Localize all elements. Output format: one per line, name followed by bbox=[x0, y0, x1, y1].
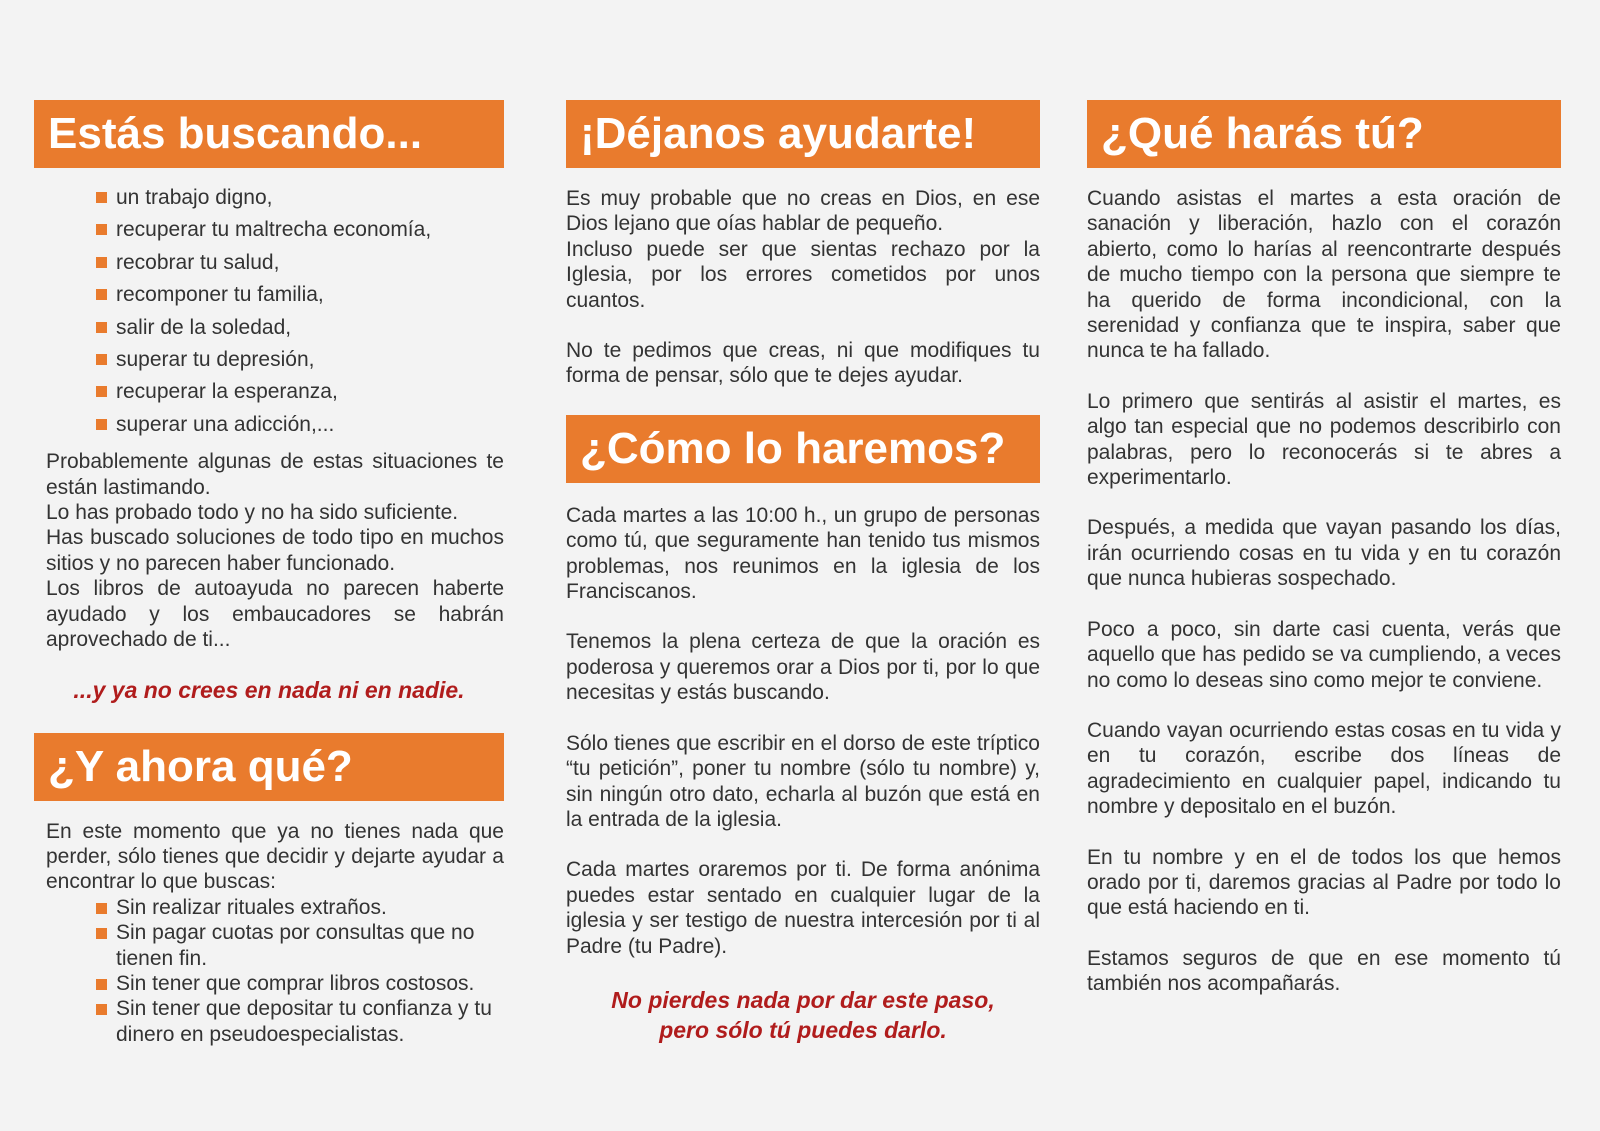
square-bullet-icon bbox=[96, 903, 107, 914]
square-bullet-icon bbox=[96, 928, 107, 939]
square-bullet-icon bbox=[96, 289, 107, 300]
paragraph: En este momento que ya no tienes nada que perder, sólo tienes que decidir y dejarte ayudar a encontrar lo que buscas: bbox=[46, 819, 504, 894]
emphasis-text: No pierdes nada por dar este paso, bbox=[611, 986, 995, 1013]
paragraph: Estamos seguros de que en ese momento tú también nos acompañarás. bbox=[1087, 946, 1561, 996]
square-bullet-icon bbox=[96, 354, 107, 365]
heading-que-haras-tu: ¿Qué harás tú? bbox=[1087, 100, 1561, 168]
paragraph: Después, a medida que vayan pasando los días, irán ocurriendo cosas en tu vida y en tu corazón que nunca hubieras sospechado. bbox=[1087, 516, 1561, 591]
heading-dejanos-ayudarte: ¡Déjanos ayudarte! bbox=[566, 100, 1040, 168]
square-bullet-icon bbox=[96, 386, 107, 397]
list-item: Sin tener que comprar libros costosos. bbox=[96, 971, 504, 996]
square-bullet-icon bbox=[96, 224, 107, 235]
square-bullet-icon bbox=[96, 257, 107, 268]
paragraph: Cada martes oraremos por ti. De forma anónima puedes estar sentado en cualquier lugar de la iglesia y ser testigo de nuestra intercesión por ti al Padre (tu Padre). bbox=[566, 858, 1040, 958]
paragraph: Incluso puede ser que sientas rechazo por la Iglesia, por los errores cometidos por unos cuantos. bbox=[566, 237, 1040, 312]
heading-y-ahora-que: ¿Y ahora qué? bbox=[34, 733, 504, 801]
paragraph: Lo has probado todo y no ha sido suficiente. bbox=[46, 501, 459, 525]
search-list bbox=[34, 182, 504, 441]
list-item: Sin pagar cuotas por consultas que no tienen fin. bbox=[96, 920, 504, 971]
paragraph: Tenemos la plena certeza de que la oración es poderosa y queremos orar a Dios por ti, por lo que necesitas y estás buscando. bbox=[566, 630, 1040, 705]
list-item: superar una adicción,... bbox=[96, 409, 504, 441]
list-item: recuperar la esperanza, bbox=[96, 376, 504, 408]
square-bullet-icon bbox=[96, 979, 107, 990]
list-item: un trabajo digno, bbox=[96, 182, 504, 214]
list-item: recuperar tu maltrecha economía, bbox=[96, 214, 504, 246]
column-3 bbox=[1087, 100, 1561, 997]
paragraph: En tu nombre y en el de todos los que hemos orado por ti, daremos gracias al Padre por todo lo que está haciendo en ti. bbox=[1087, 845, 1561, 920]
list-item: Sin tener que depositar tu confianza y tu dinero en pseudoespecialistas. bbox=[96, 996, 504, 1047]
conditions-list bbox=[34, 895, 504, 1047]
paragraph: Cuando vayan ocurriendo estas cosas en tu vida y en tu corazón, escribe dos líneas de agradecimiento en cualquier papel, indicando tu nombre y depositalo en el buzón. bbox=[1087, 718, 1561, 819]
list-item: recobrar tu salud, bbox=[96, 247, 504, 279]
paragraph: Has buscado soluciones de todo tipo en muchos sitios y no parecen haber funcionado. bbox=[46, 526, 504, 575]
heading-estas-buscando: Estás buscando... bbox=[34, 100, 504, 168]
paragraph: No te pedimos que creas, ni que modifiques tu forma de pensar, sólo que te dejes ayudar. bbox=[566, 339, 1040, 388]
paragraph: Cuando asistas el martes a esta oración de sanación y liberación, hazlo con el corazón abierto, como lo harías al reencontrarte después de mucho tiempo con la persona que siempre te ha querido de forma incondicional, con la serenidad y confianza que te inspira, saber que nunca te ha fallado. bbox=[1087, 187, 1561, 363]
column-2 bbox=[566, 100, 1040, 1045]
list-item: superar tu depresión, bbox=[96, 344, 504, 376]
square-bullet-icon bbox=[96, 1004, 107, 1015]
heading-como-lo-haremos: ¿Cómo lo haremos? bbox=[566, 415, 1040, 483]
emphasis-text: ...y ya no crees en nada ni en nadie. bbox=[73, 676, 465, 703]
square-bullet-icon bbox=[96, 419, 107, 430]
list-item: salir de la soledad, bbox=[96, 312, 504, 344]
paragraph: Sólo tienes que escribir en el dorso de este tríptico “tu petición”, poner tu nombre (sólo tu nombre) y, sin ningún otro dato, echarla al buzón que está en la entrada de la iglesia. bbox=[566, 731, 1040, 831]
paragraph: Poco a poco, sin darte casi cuenta, verás que aquello que has pedido se va cumpliendo, a veces no como lo deseas sino como mejor te conviene. bbox=[1087, 617, 1561, 692]
paragraph: Cada martes a las 10:00 h., un grupo de personas como tú, que seguramente han tenido tus mismos problemas, nos reunimos en la iglesia de los Franciscanos. bbox=[566, 503, 1040, 604]
square-bullet-icon bbox=[96, 192, 107, 203]
paragraph: Probablemente algunas de estas situaciones te están lastimando. bbox=[46, 450, 504, 499]
paragraph: Lo primero que sentirás al asistir el martes, es algo tan especial que no podemos describirlo con palabras, pero lo reconocerás si te abres a experimentarlo. bbox=[1087, 389, 1561, 490]
paragraph: Los libros de autoayuda no parecen haberte ayudado y los embaucadores se habrán aprovechado de ti... bbox=[46, 577, 504, 652]
emphasis-text: pero sólo tú puedes darlo. bbox=[659, 1016, 947, 1043]
column-1 bbox=[34, 100, 504, 1047]
list-item: recomponer tu familia, bbox=[96, 279, 504, 311]
list-item: Sin realizar rituales extraños. bbox=[96, 895, 504, 920]
paragraph: Es muy probable que no creas en Dios, en ese Dios lejano que oías hablar de pequeño. bbox=[566, 187, 1040, 236]
square-bullet-icon bbox=[96, 322, 107, 333]
